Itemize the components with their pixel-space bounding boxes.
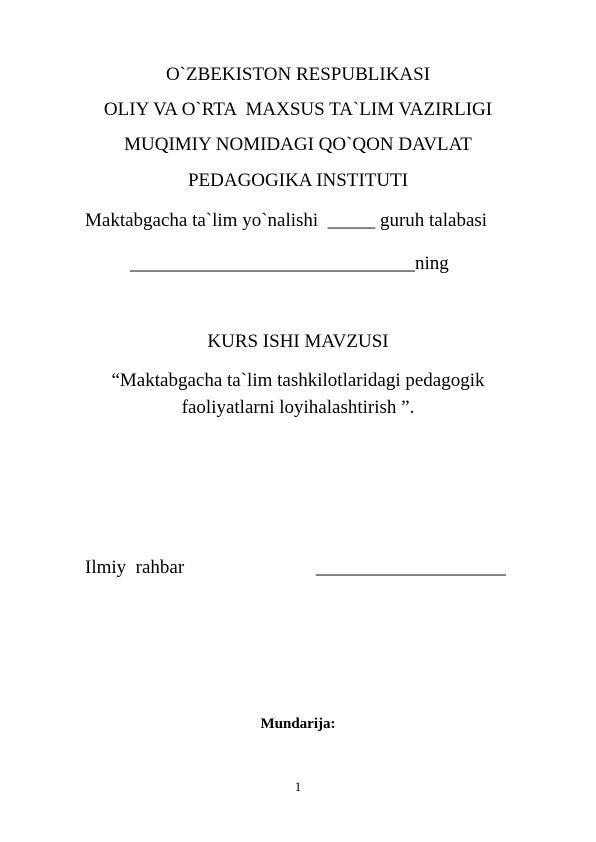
contents-heading: Mundarija:: [260, 716, 336, 732]
ministry-country-line: O`ZBEKISTON RESPUBLIKASI: [165, 64, 431, 85]
student-name-line: ______________________________ning: [130, 253, 449, 274]
supervisor-label: Ilmiy rahbar: [85, 557, 185, 578]
page-number: 1: [294, 779, 302, 794]
student-direction-line: Maktabgacha ta`lim yo`nalishi _____ guruh talabasi: [85, 210, 488, 231]
institute-type-line: PEDAGOGIKA INSTITUTI: [187, 170, 409, 191]
supervisor-signature-blank: ____________________: [316, 557, 506, 578]
ministry-name-line: OLIY VA O`RTA MAXSUS TA`LIM VAZIRLIGI: [103, 99, 493, 120]
institute-name-line: MUQIMIY NOMIDAGI QO`QON DAVLAT: [124, 134, 472, 155]
course-work-topic-line2: faoliyatlarni loyihalashtirish ”.: [181, 397, 415, 418]
course-work-heading: KURS ISHI MAVZUSI: [207, 331, 389, 352]
course-work-topic-line1: “Maktabgacha ta`lim tashkilotlaridagi pedagogik: [111, 370, 485, 391]
